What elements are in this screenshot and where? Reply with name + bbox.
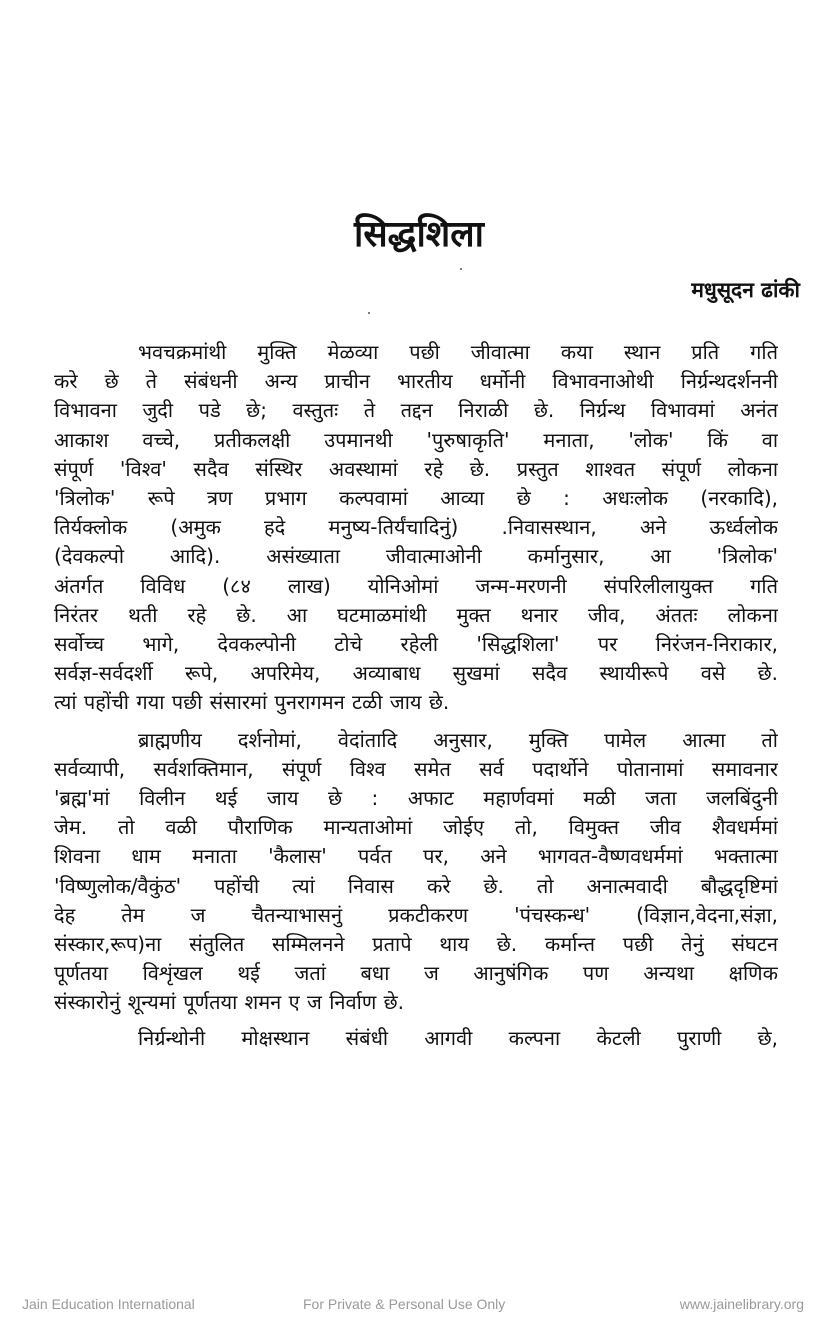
footer-publisher: Jain Education International	[22, 1296, 195, 1312]
text-line: शिवना धाम मनाता 'कैलास' पर्वत पर, अने भागवत-वैष्णवधर्ममां भक्तात्मा	[54, 844, 778, 869]
paragraph-2	[54, 726, 778, 1018]
scan-speck	[368, 312, 370, 314]
paragraph-1	[54, 338, 778, 718]
text-line: त्यां पहोंची गया पछी संसारमां पुनरागमन टळी जाय छे.	[54, 690, 450, 715]
text-line: पूर्णतया विशृंखल थई जतां बधा ज आनुषंगिक पण अन्यथा क्षणिक	[54, 961, 778, 986]
text-line: अंतर्गत विविध (८४ लाख) योनिओमां जन्म-मरणनी संपरिलीलायुक्त गति	[54, 573, 778, 598]
text-line: निरंतर थती रहे छे. आ घटमाळमांथी मुक्त थनार जीव, अंततः लोकना	[54, 602, 778, 627]
text-line: देह तेम ज चैतन्याभासनुं प्रकटीकरण 'पंचस्कन्ध' (विज्ञान,वेदना,संज्ञा,	[54, 902, 778, 927]
page-title: सिद्धशिला	[354, 214, 484, 255]
paragraph-3	[54, 1024, 778, 1053]
page-footer	[0, 1296, 828, 1320]
text-line: सर्वोच्च भागे, देवकल्पोनी टोचे रहेली 'सिद्धशिला' पर निरंजन-निराकार,	[54, 632, 778, 657]
text-line: संस्कारोनुं शून्यमां पूर्णतया शमन ए ज निर्वाण छे.	[54, 990, 405, 1015]
text-line: संस्कार,रूप)ना संतुलित सम्मिलनने प्रतापे थाय छे. कर्मान्त पछी तेनुं संघटन	[54, 932, 778, 957]
text-line: सर्वव्यापी, सर्वशक्तिमान, संपूर्ण विश्व समेत सर्व पदार्थोने पोतानामां समावनार	[54, 756, 778, 781]
article-body	[54, 338, 778, 1053]
text-line: करे छे ते संबंधनी अन्य प्राचीन भारतीय धर्मोनी विभावनाओथी निर्ग्रन्थदर्शननी	[54, 369, 778, 394]
text-line: (देवकल्पो आदि). असंख्याता जीवात्माओनी कर्मानुसार, आ 'त्रिलोक'	[54, 544, 778, 569]
text-line: विभावना जुदी पडे छे; वस्तुतः ते तद्दन निराळी छे. निर्ग्रन्थ विभावमां अनंत	[54, 398, 778, 423]
text-line: सर्वज्ञ-सर्वदर्शी रूपे, अपरिमेय, अव्याबाध सुखमां सदैव स्थायीरूपे वसे छे.	[54, 661, 778, 686]
text-line: 'त्रिलोक' रूपे त्रण प्रभाग कल्पवामां आव्या छे : अधःलोक (नरकादि),	[54, 486, 778, 511]
author-name: मधुसूदन ढांकी	[691, 278, 800, 302]
footer-website-link[interactable]: www.jainelibrary.org	[679, 1296, 804, 1312]
text-line: तिर्यक्लोक (अमुक हदे मनुष्य-तिर्यंचादिनुं) .निवासस्थान, अने ऊर्ध्वलोक	[54, 515, 778, 540]
text-line: आकाश वच्चे, प्रतीकलक्षी उपमानथी 'पुरुषाकृति' मनाता, 'लोक' किं वा	[54, 427, 778, 452]
scan-speck	[460, 268, 462, 270]
text-line: 'ब्रह्म'मां विलीन थई जाय छे : अफाट महार्णवमां मळी जता जलबिंदुनी	[54, 786, 778, 811]
text-line: जेम. तो वळी पौराणिक मान्यताओमां जोईए तो, विमुक्त जीव शैवधर्ममां	[54, 815, 778, 840]
text-line: भवचक्रमांथी मुक्ति मेळव्या पछी जीवात्मा कया स्थान प्रति गति	[138, 340, 778, 364]
text-line: 'विष्णुलोक/वैकुंठ' पहोंची त्यां निवास करे छे. तो अनात्मवादी बौद्धदृष्टिमां	[54, 873, 778, 898]
text-line: ब्राह्मणीय दर्शनोमां, वेदांतादि अनुसार, मुक्ति पामेल आत्मा तो	[138, 727, 778, 752]
text-line: संपूर्ण 'विश्व' सदैव संस्थिर अवस्थामां रहे छे. प्रस्तुत शाश्वत संपूर्ण लोकना	[54, 456, 778, 481]
text-line: निर्ग्रन्थोनी मोक्षस्थान संबंधी आगवी कल्पना केटली पुराणी छे,	[138, 1025, 778, 1050]
footer-usage-notice: For Private & Personal Use Only	[303, 1296, 506, 1312]
